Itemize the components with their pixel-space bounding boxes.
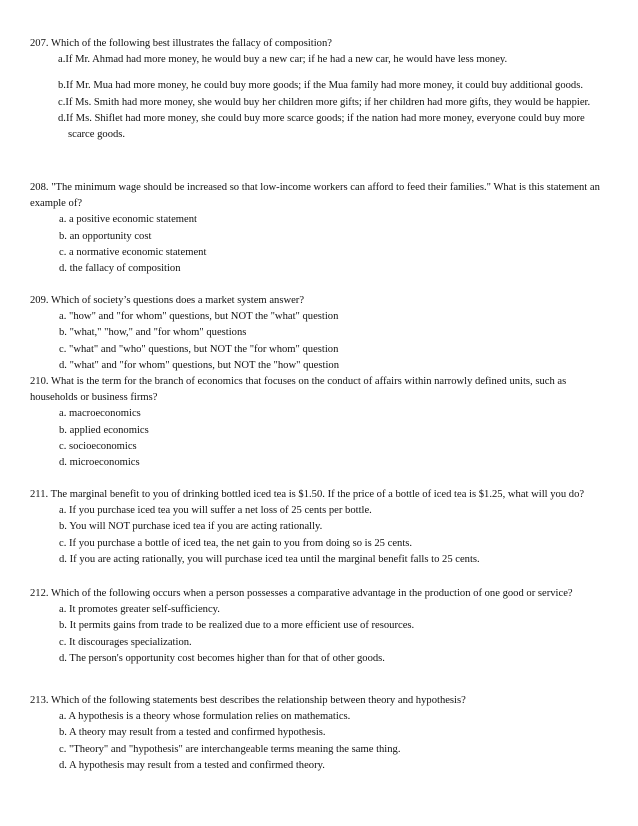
option-c: c. It discourages specialization. (59, 636, 192, 648)
option-a: a. It promotes greater self-sufficiency. (59, 604, 220, 616)
option-a: a. "how" and "for whom" questions, but NOT the "what" question (59, 311, 339, 323)
question-text: 211. The marginal benefit to you of drinking bottled iced tea is $1.50. If the price of a bottle of iced tea is $1.25, what will you do? (30, 489, 585, 500)
option-b: b. A theory may result from a tested and confirmed hypothesis. (59, 727, 326, 739)
option-c: c. a normative economic statement (59, 246, 207, 258)
option-d: d. If you are acting rationally, you will purchase iced tea until the marginal benefit falls to 25 cents. (59, 553, 480, 565)
question-209 (30, 293, 610, 374)
option-b: b. It permits gains from trade to be realized due to a more efficient use of resources. (59, 620, 415, 632)
question-text: 213. Which of the following statements best describes the relationship between theory and hypothesis? (30, 695, 466, 706)
question-text: 209. Which of society’s questions does a market system answer? (30, 295, 305, 306)
question-text: 210. What is the term for the branch of economics that focuses on the conduct of affairs within narrowly defined units, such as households or business firms? (30, 376, 567, 404)
option-b: b. You will NOT purchase iced tea if you are acting rationally. (59, 521, 323, 533)
option-c: c. If you purchase a bottle of iced tea, the net gain to you from doing so is 25 cents. (59, 537, 413, 549)
question-text: 212. Which of the following occurs when a person possesses a comparative advantage in the production of one good or service? (30, 588, 573, 599)
question-207 (30, 36, 610, 143)
option-a: a. macroeconomics (59, 408, 141, 420)
option-b: b. an opportunity cost (59, 230, 152, 242)
option-c: c. "Theory" and "hypothesis" are interchangeable terms meaning the same thing. (59, 743, 401, 755)
option-a: a. a positive economic statement (59, 214, 197, 226)
option-d: d. A hypothesis may result from a tested and confirmed theory. (59, 759, 325, 771)
option-b: b.If Mr. Mua had more money, he could buy more goods; if the Mua family had more money, it could buy additional goods. (58, 80, 583, 92)
option-c: c. socioeconomics (59, 440, 137, 452)
option-d: d. microeconomics (59, 457, 140, 469)
option-d: d. "what" and "for whom" questions, but NOT the "how" question (59, 359, 339, 371)
question-210 (30, 374, 610, 471)
option-a: a. If you purchase iced tea you will suffer a net loss of 25 cents per bottle. (59, 505, 372, 517)
option-d: d.If Ms. Shiflet had more money, she could buy more scarce goods; if the nation had more money, everyone could buy more scarce goods. (58, 112, 585, 141)
question-text: 207. Which of the following best illustrates the fallacy of composition? (30, 38, 332, 49)
option-d: d. the fallacy of composition (59, 263, 181, 275)
option-d: d. The person's opportunity cost becomes higher than for that of other goods. (59, 652, 385, 664)
option-a: a. A hypothesis is a theory whose formulation relies on mathematics. (59, 711, 351, 723)
question-212 (30, 586, 610, 667)
question-text: 208. "The minimum wage should be increased so that low-income workers can afford to feed their families." What is this statement an example of? (30, 182, 600, 210)
option-b: b. applied economics (59, 424, 149, 436)
question-213 (30, 693, 610, 774)
option-b: b. "what," "how," and "for whom" questions (59, 327, 247, 339)
option-c: c. "what" and "who" questions, but NOT the "for whom" question (59, 343, 339, 355)
option-c: c.If Ms. Smith had more money, she would buy her children more gifts; if her children had more gifts, they would be happier. (58, 96, 591, 108)
option-a: a.If Mr. Ahmad had more money, he would buy a new car; if he had a new car, he would have less money. (58, 54, 508, 66)
question-208 (30, 180, 610, 277)
question-211 (30, 487, 610, 568)
